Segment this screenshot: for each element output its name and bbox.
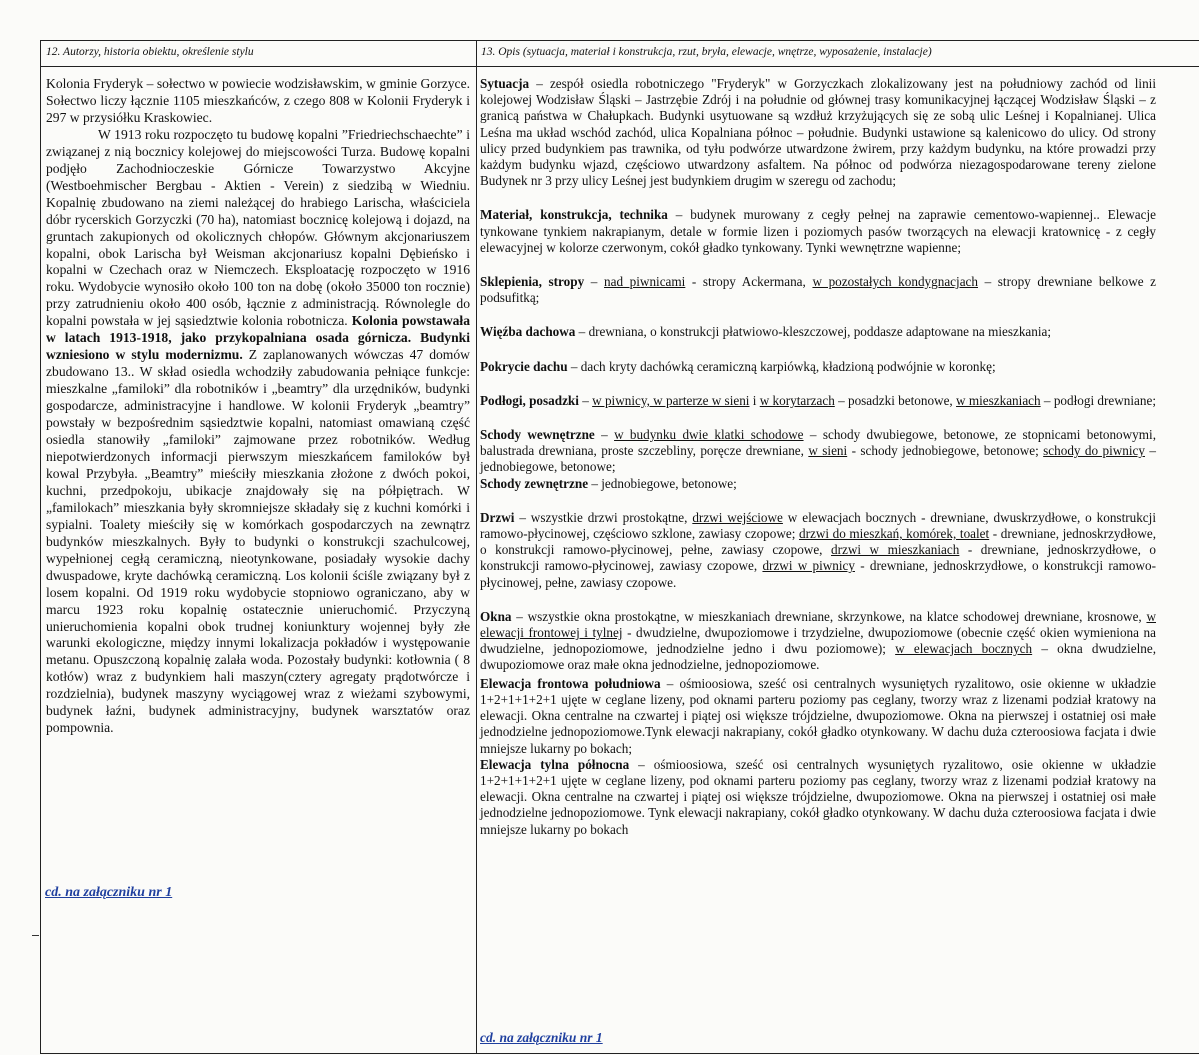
schody-wewn-underline-3: schody do piwnicy bbox=[1043, 443, 1145, 459]
schody-wewn-paragraph bbox=[480, 427, 1156, 476]
history-paragraph bbox=[46, 127, 470, 737]
schody-wewn-underline-1: w budynku dwie klatki schodowe bbox=[614, 427, 804, 443]
drzwi-text-1: – wszystkie drzwi prostokątne, bbox=[514, 509, 693, 525]
drzwi-underline-1: drzwi wejściowe bbox=[692, 509, 783, 525]
okna-text-3: – okna dwudzielne, dwupoziomowe oraz małe okna jednodzielne, jednopoziomowe. bbox=[480, 641, 1157, 673]
elewacja-frontowa-label: Elewacja frontowa południowa bbox=[480, 675, 661, 691]
description-text-column bbox=[480, 76, 1156, 838]
podlogi-underline-3: w mieszkaniach bbox=[956, 392, 1041, 408]
okna-text-2: - dwudzielne, dwupoziomowe i trzydzielne, dwupoziomowe (obecnie część okien wymieniona na dwudzielne, jednopoziomowe, jednodzielne jedno i dwu poziomowe); bbox=[480, 625, 1156, 657]
material-text: – budynek murowany z cegły pełnej na zaprawie cementowo-wapiennej.. Elewacje tynkowane tynkiem nakrapianym, detale w formie lizen i poziomych pasów tworzących na elewacji kratownicę - z cegły elewacyjnej w kolorze czerwonym, cokół gładko tynkowany. Tynki wewnętrzne wapienne; bbox=[480, 207, 1156, 255]
section-13-heading: 13. Opis (sytuacja, materiał i konstrukcja, rzut, bryła, elewacje, wnętrze, wyposażenie, instalacje) bbox=[481, 46, 932, 58]
sklepienia-underline-1: nad piwnicami bbox=[604, 274, 686, 290]
schody-wewn-underline-2: w sieni bbox=[808, 443, 848, 459]
history-bold-1: Kolonia powstawała w latach 1913-1918, jako przykopalniana osada górnicza. bbox=[46, 313, 471, 346]
elewacja-frontowa-text: – ośmioosiowa, sześć osi centralnych wysuniętych ryzalitowo, osie okienne w układzie 1+2+1+1+2+1 ujęte w ceglane lizeny, pod oknami parteru poziomy pas ceglany, tworzy wraz z lizenami podział kratowy na elewacji. Okna centralne na czwartej i piątej osi większe trójdzielne, dwupoziomowe. Okna na pierwszej i ostatniej osi małe jednodzielne jednopoziomowe.Tynk elewacji nakrapiany, cokół gładko otynkowany. W dachu duża czteroosiowa facjata i dwie mniejsze lukarny po bokach; bbox=[480, 675, 1157, 756]
elewacja-tylna-paragraph bbox=[480, 757, 1156, 838]
schody-wewn-label: Schody wewnętrzne bbox=[480, 427, 595, 443]
podlogi-text-2: i bbox=[749, 392, 760, 408]
drzwi-underline-2: drzwi do mieszkań, komórek, toalet bbox=[799, 526, 990, 542]
schody-wewn-text-3: - schody jednobiegowe, betonowe; bbox=[847, 443, 1044, 459]
schody-wewn-text-2: – schody dwubiegowe, betonowe, ze stopnicami betonowymi, balustrada drewniana, proste szczebliny, poręcze drewniane, bbox=[480, 427, 1156, 459]
schody-zewn-paragraph bbox=[480, 476, 1156, 492]
sytuacja-paragraph bbox=[480, 76, 1156, 189]
pokrycie-label: Pokrycie dachu bbox=[480, 358, 568, 374]
sytuacja-text: – zespół osiedla robotniczego "Fryderyk" w Gorzyczkach zlokalizowany jest na południowy zachód od linii kolejowej Wodzisław Śląski – Jastrzębie Zdrój i na południe od głównej trasy komunikacyjnej łączącej Wodzisław Śląski – z granicą państwa w Chałupkach. Budynki usytuowane są wzdłuż krzyżujących się ze sobą ulic Leśnej i Kopalnianej. Ulica Leśna ma układ wschód zachód, ulica Kopalniana północ – południe. Budynki ustawione są kalenicowo do ulicy. Od strony ulicy przed budynkiem pas trawnika, od tyłu podwórze utwardzone żwirem, przy każdym budynku, na które prowadzi przy każdym budynku wjazd, częściowo utwardzony asfaltem. Na północ od podwórza niezagospodarowane tereny zielone Budynek nr 3 przy ulicy Leśnej jest budynkiem drugim w szeregu od zachodu; bbox=[480, 76, 1156, 189]
left-attachment-link[interactable]: cd. na załączniku nr 1 bbox=[45, 885, 173, 900]
stray-mark bbox=[32, 935, 39, 936]
schody-wewn-text-4: – jednobiegowe, betonowe; bbox=[480, 443, 1156, 475]
right-attachment-link[interactable]: cd. na załączniku nr 1 bbox=[480, 1030, 603, 1045]
drzwi-text-4: - drewniane, jednoskrzydłowe, o konstrukcji ramowo-płycinowej, zawiasy czopowe, bbox=[480, 542, 1156, 574]
intro-paragraph: Kolonia Fryderyk – sołectwo w powiecie wodzisławskim, w gminie Gorzyce. Sołectwo liczy łącznie 1105 mieszkańców, z czego 808 w Kolonii Fryderyk i 297 w przysiółku Kraskowiec. bbox=[46, 76, 470, 125]
podlogi-text-4: – podłogi drewniane; bbox=[1040, 392, 1156, 408]
okna-paragraph bbox=[480, 609, 1156, 674]
sklepienia-underline-2: w pozostałych kondygnacjach bbox=[812, 274, 978, 290]
sklepienia-text-2: - stropy Ackermana, bbox=[685, 274, 813, 290]
sklepienia-label: Sklepienia, stropy bbox=[480, 274, 585, 290]
history-text-b: Z zaplanowanych wówczas 47 domów zbudowano 13.. W skład osiedla wchodziły zabudowania pełniące funkcje: mieszkalne „familoki” dla robotników i „beamtry” dla urzędników, budynki gospodarcze, administracyjne i handlowe. W kolonii Fryderyk „beamtry” powstały w bezpośrednim sąsiedztwie kopalni, natomiast omawianą część osiedla stanowiły „familoki” zajmowane przez robotników. Według niepotwierdzonych informacji pierwszym mieszkańcem familoków był kowal Przybyła. „Beamtry” mieściły mieszkania złożone z dwóch pokoi, kuchni, przedpokoju, ubikacje znajdowały się na półpiętrach. W „familokach” mieszkania były skromniejsze składały się z kuchni komórki i sypialni. Toalety mieściły się w komórkach gospodarczych na zewnątrz budynków mieszkalnych. Były to budynki o konstrukcji szachulcowej, wypełnionej cegłą ceramiczną, nieotynkowane, posiadały wysokie dachy dwuspadowe, kryte dachówką ceramiczną. Los kolonii ściśle związany był z losem kopalni. Od 1919 roku wydobycie stopniowo ograniczano, aby w marcu 1923 roku kopalnię ostatecznie unieruchomić. Przyczyną unieruchomienia kopalni obok trudnej koniunktury wojennej były złe warunki ekologiczne, między innymi lokalizacja pokładów i występowanie metanu. Opuszczoną kopalnię zalała woda. Pozostały budynki: kotłownia ( 8 kotłów) wraz z budynkiem hali maszyn(cztery agregaty prądotwórcze i rozdzielnia), budynek maszyny wyciągowej wraz z wieżami szybowymi, budynek łaźni, budynek administracyjny, budynek warsztatów oraz pompownia. bbox=[46, 347, 470, 736]
drzwi-underline-4: drzwi w piwnicy bbox=[762, 558, 855, 574]
drzwi-text-3: - drewniane, jednoskrzydłowe, o konstrukcji ramowo-płycinowej, pełne, zawiasy czopowe, bbox=[480, 526, 1157, 558]
drzwi-label: Drzwi bbox=[480, 509, 515, 525]
podlogi-underline-2: w korytarzach bbox=[759, 392, 835, 408]
material-paragraph bbox=[480, 207, 1156, 256]
sytuacja-label: Sytuacja bbox=[480, 76, 530, 91]
podlogi-label: Podłogi, posadzki bbox=[480, 392, 579, 408]
pokrycie-text: – dach kryty dachówką ceramiczną karpiówką, kładzioną podwójnie w koronkę; bbox=[567, 358, 996, 374]
podlogi-text-1: – bbox=[578, 392, 593, 408]
schody-wewn-text-1: – bbox=[594, 427, 615, 443]
podlogi-paragraph bbox=[480, 393, 1156, 409]
history-text-column bbox=[46, 76, 470, 737]
elewacja-tylna-text: – ośmioosiowa, sześć osi centralnych wysuniętych ryzalitowo, osie okienne w układzie 1+2+1+1+2+1 ujęte w ceglane lizeny, pod oknami parteru poziomy pas ceglany, tworzy wraz z lizenami podział kratowy na elewacji. Okna centralne na czwartej i piątej osi większe trójdzielne, dwupoziomowe. Okna na pierwszej i ostatniej osi małe jednodzielne jednopoziomowe. Tynk elewacji nakrapiany, cokół gładko otynkowany. W dachu duża czteroosiowa facjata i dwie mniejsze lukarny po bokach bbox=[480, 756, 1156, 837]
history-text-a: W 1913 roku rozpoczęto tu budowę kopalni ”Friedriechschaechte” i związanej z nią bocznicy kolejowej do miejscowości Turza. Budowę kopalni podjęło Zachodnioczeskie Górnicze Towarzystwo Akcyjne (Westboehmischer Bergbau - Aktien - Verein) z siedzibą w Wiedniu. Kopalnię zbudowano na ziemi należącej do hrabiego Larischa, właściciela dóbr rycerskich Gorzyczki (70 ha), natomiast bocznicę kolejową i dojazd, na gruntach zakupionych od okolicznych chłopów. Głównym akcjonariuszem kopalni, obok Larischa był Weisman akcjonariusz kopalni Dębieńsko i kopalni w Czechach oraz w Niemczech. Eksploatację rozpoczęto w 1916 roku. Wydobycie wynosiło około 100 ton na dobę (około 35000 ton rocznie) przy zatrudnieniu około 400 osób, łącznie z administracją. Równolegle do kopalni powstała w jej sąsiedztwie kolonia robotnicza. bbox=[46, 126, 470, 329]
section-12-heading: 12. Autorzy, historia obiektu, określenie stylu bbox=[46, 46, 254, 58]
elewacja-frontowa-paragraph bbox=[480, 676, 1156, 757]
pokrycie-paragraph bbox=[480, 359, 1156, 375]
elewacja-tylna-label: Elewacja tylna północna bbox=[480, 756, 630, 772]
wiezba-label: Więźba dachowa bbox=[480, 324, 576, 340]
sklepienia-text-3: – stropy drewniane belkowe z podsufitką; bbox=[480, 274, 1157, 306]
drzwi-text-5: - drewniane, jednoskrzydłowe, o konstrukcji ramowo-płycinowej, pełne, zawiasy czopowe. bbox=[480, 558, 1156, 590]
schody-zewn-label: Schody zewnętrzne bbox=[480, 475, 589, 491]
podlogi-text-3: – posadzki betonowe, bbox=[834, 392, 957, 408]
history-bold-2: Budynki wzniesiono w stylu modernizmu. bbox=[46, 330, 470, 363]
sklepienia-paragraph bbox=[480, 274, 1156, 306]
schody-zewn-text: – jednobiegowe, betonowe; bbox=[588, 475, 737, 491]
drzwi-paragraph bbox=[480, 510, 1156, 591]
material-label: Materiał, konstrukcja, technika bbox=[480, 207, 668, 223]
drzwi-text-2: w elewacjach bocznych - drewniane, dwuskrzydłowe, o konstrukcji ramowo-płycinowej, częściowo szklone, zawiasy czopowe; bbox=[480, 509, 1156, 542]
sklepienia-text-1: – bbox=[584, 274, 605, 290]
podlogi-underline-1: w piwnicy, w parterze w sieni bbox=[592, 392, 750, 408]
okna-underline-1: w elewacji frontowej i tylnej bbox=[480, 608, 1156, 641]
okna-underline-2: w elewacjach bocznych bbox=[895, 641, 1033, 657]
wiezba-paragraph bbox=[480, 324, 1156, 340]
drzwi-underline-3: drzwi w mieszkaniach bbox=[831, 542, 960, 558]
okna-label: Okna bbox=[480, 608, 512, 624]
column-divider bbox=[476, 40, 477, 1054]
okna-text-1: – wszystkie okna prostokątne, w mieszkaniach drewniane, skrzynkowe, na klatce schodowej drewniane, krosnowe, bbox=[511, 608, 1147, 624]
wiezba-text: – drewniana, o konstrukcji płatwiowo-kleszczowej, poddasze adaptowane na mieszkania; bbox=[575, 324, 1052, 340]
header-separator bbox=[40, 66, 1199, 67]
